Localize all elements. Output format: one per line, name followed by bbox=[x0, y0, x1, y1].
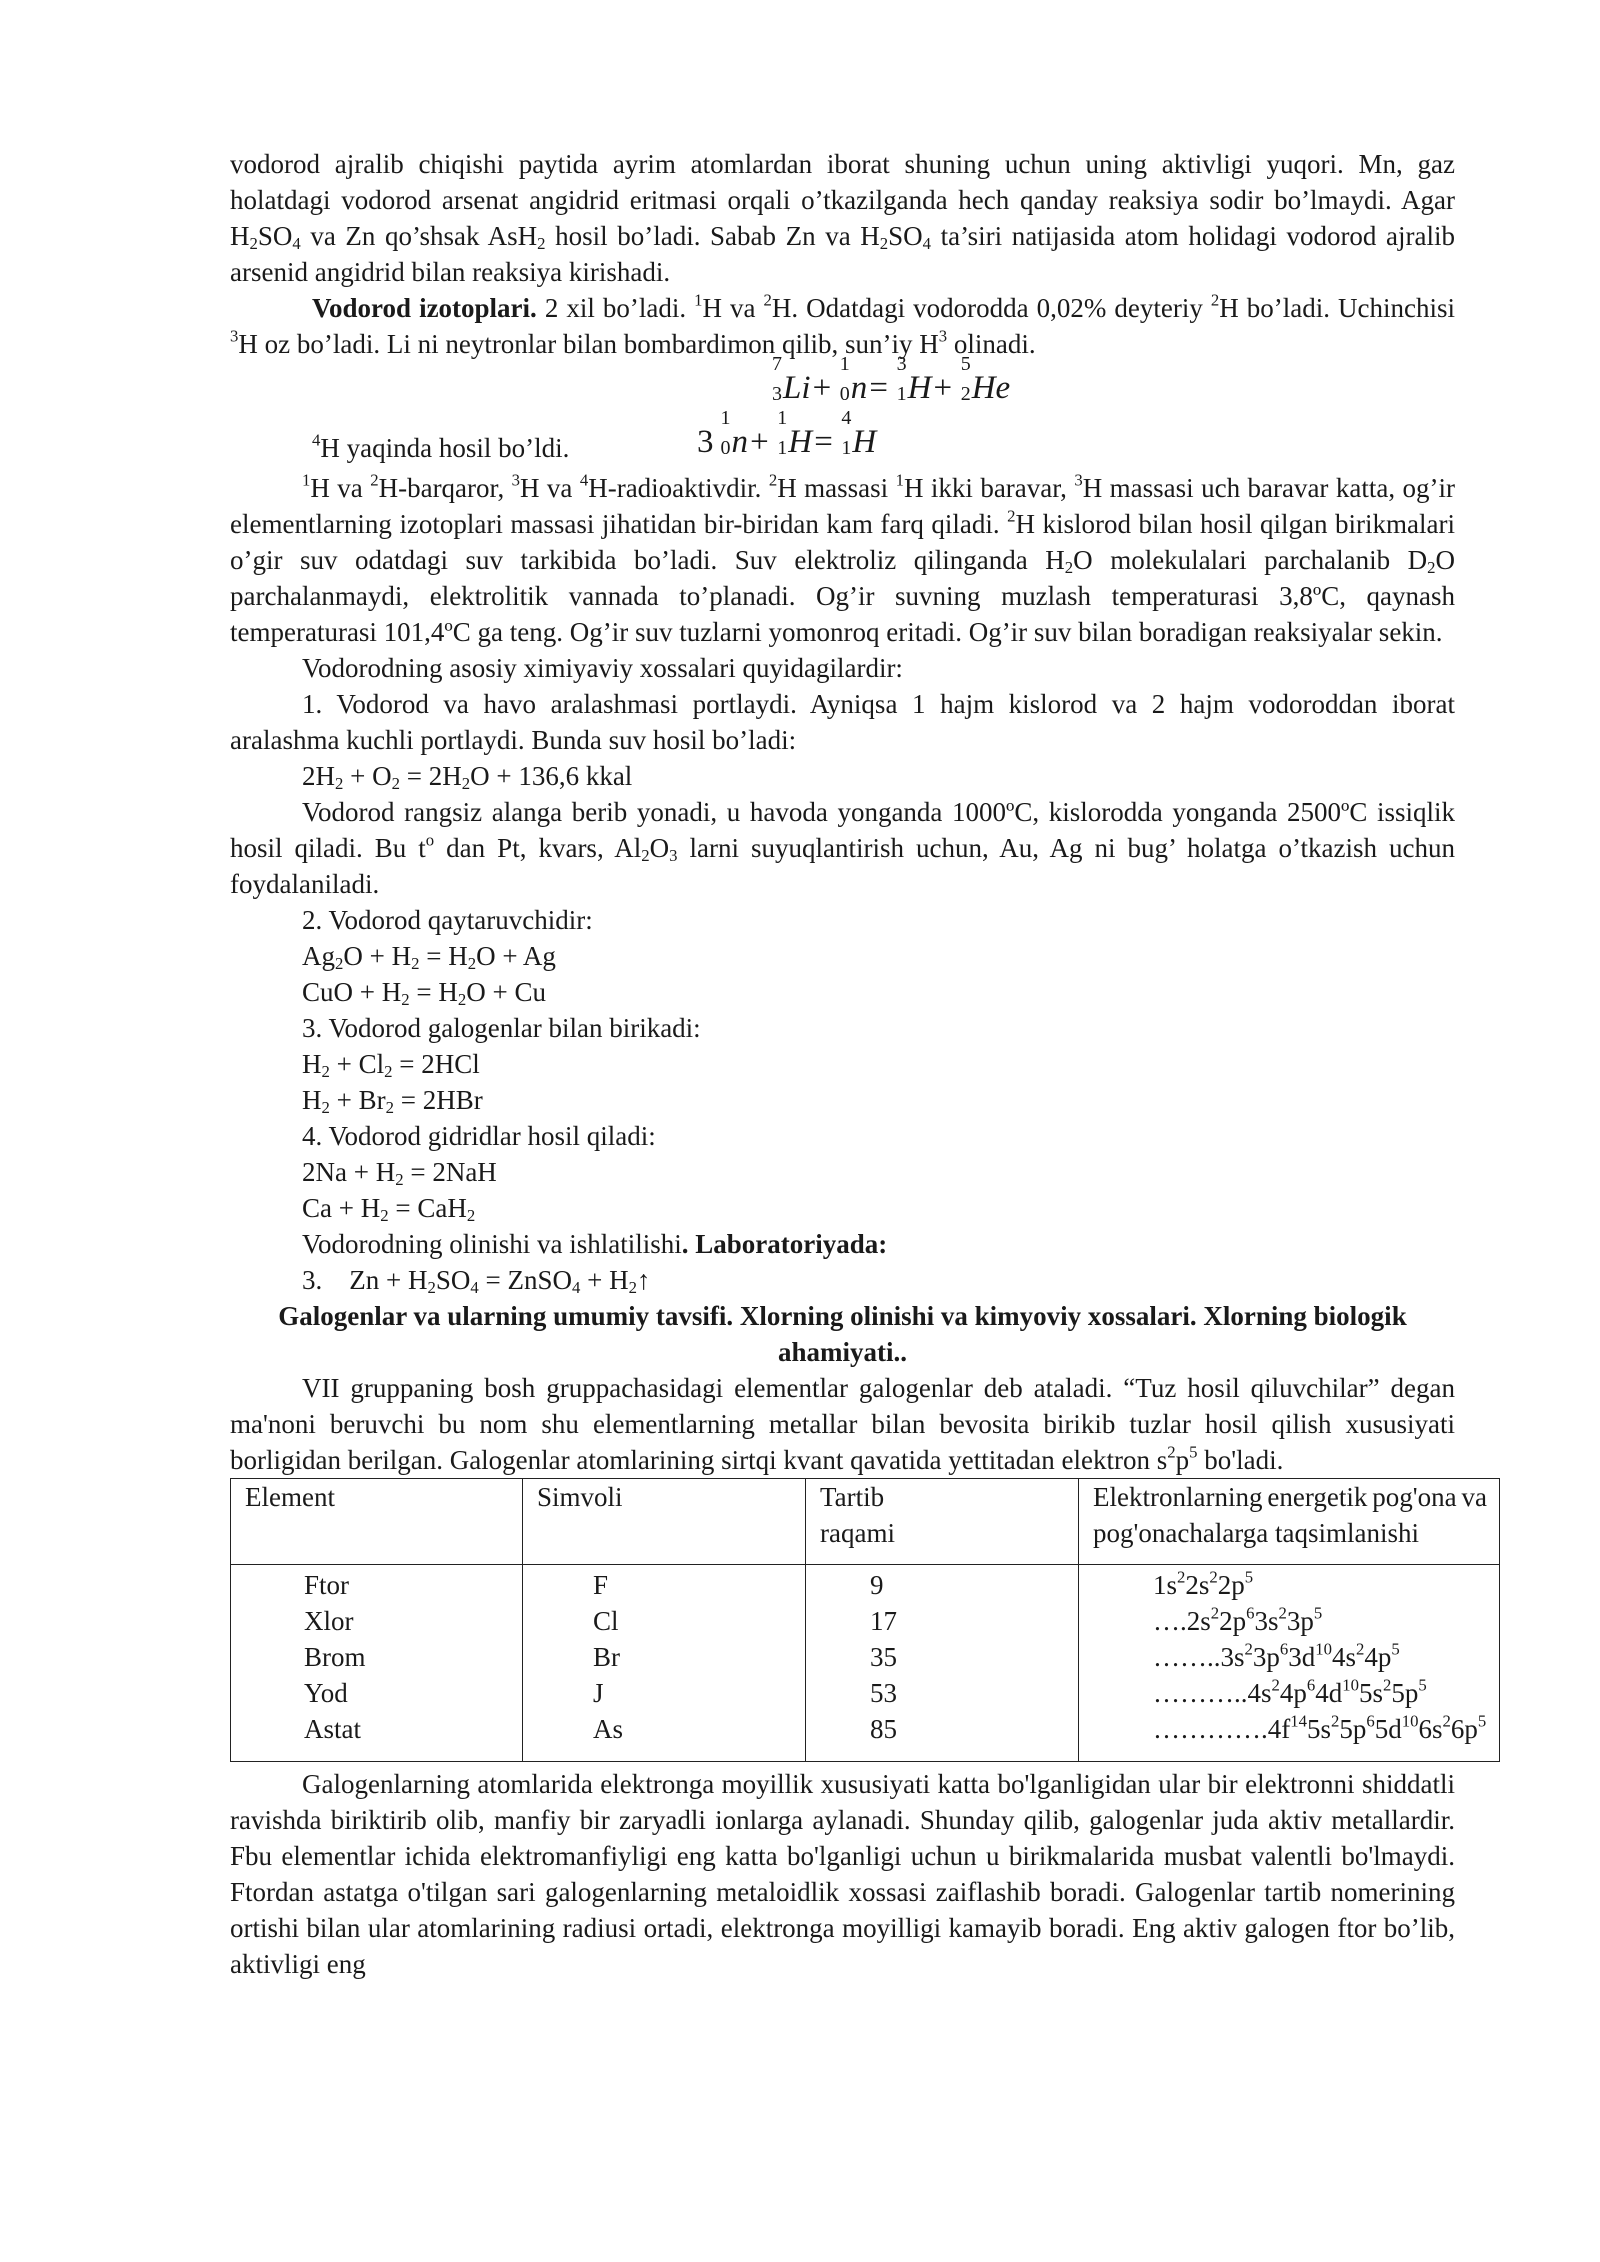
paragraph-isotopes: Vodorod izotoplari. 2 xil bo’ladi. $^1$H va $^2$H. Odatdagi vodorodda 0,02% deyteriy $^2$H bo’ladi. Uchinchisi $^3$H oz bo’ladi. Li ni neytronlar bilan bombardimon qilib, sun’iy $H^3$ olinadi. bbox=[230, 290, 1456, 359]
preparation-heading: Vodorodning olinishi va ishlatilishi. Laboratoriyada: bbox=[302, 1229, 888, 1259]
header-electron-configuration: Elektronlarning energetik pog'ona va pog'onachalarga taqsimlanishi bbox=[1079, 1479, 1500, 1565]
atomic-number: 9 bbox=[870, 1570, 884, 1600]
equation-sodium-hydride: $2Na + H_2 = 2NaH$ bbox=[302, 1157, 497, 1190]
equation-hcl: $H_2 + Cl_2 = 2HCl$ bbox=[302, 1049, 480, 1082]
equation-copper-oxide: CuO + $H_2 = H_2O + Cu$ bbox=[302, 977, 546, 1010]
paragraph-halogen-reactivity: Galogenlarning atomlarida elektronga moyillik xususiyati katta bo'lganligidan ular bir elektronni shiddatli ravishda biriktirib olib, manfiy bir zaryadli ionlarga aylanadi. Shunday qilib, galogenlar juda aktiv metallardir. Fbu elementlar ichida elektromanfiyligi eng katta bo'lganligi uchun u birikmalarida musbat valentli bo'lmaydi. Ftordan astatga o'tilgan sari galogenlarning metaloidlik xossasi zaiflashib boradi. Galogenlar tartib nomerining ortishi bilan ular atomlarining radiusi ortadi, elektronga moyilligi kamayib boradi. Eng aktiv galogen ftor bo’lib, aktivligi eng bbox=[230, 1769, 1455, 1979]
nuclear-equation-h4: 3 1 0 n+ 1 1 H= 4 1 H bbox=[697, 407, 877, 460]
element-symbol: J bbox=[593, 1678, 604, 1708]
element-name: Astat bbox=[304, 1714, 361, 1744]
electron-configuration: $\dots\dots\dots..4s^24p^64d^{10}5s^25p^5$ bbox=[1153, 1675, 1427, 1708]
element-symbol: Br bbox=[593, 1642, 620, 1672]
element-symbol: As bbox=[593, 1714, 624, 1744]
property-item-1: 1. Vodorod va havo aralashmasi portlaydi. Ayniqsa 1 hajm kislorod va 2 hajm vodoroddan iborat aralashma kuchli portlaydi. Bunda suv hosil bo’ladi: bbox=[230, 689, 1455, 755]
atomic-number: 17 bbox=[870, 1606, 897, 1636]
property-item-3: 3. Vodorod galogenlar bilan birikadi: bbox=[302, 1013, 701, 1043]
element-symbol: Cl bbox=[593, 1606, 619, 1636]
element-names-cell bbox=[231, 1565, 523, 1762]
equation-water-formation: $2H_2 + O_2 = 2H_2O + 136,6$ kkal bbox=[302, 761, 633, 794]
atomic-number: 85 bbox=[870, 1714, 897, 1744]
table-header-row bbox=[231, 1479, 1500, 1565]
halogen-table bbox=[230, 1478, 1500, 1762]
table-row bbox=[231, 1565, 1500, 1762]
element-symbols-cell bbox=[523, 1565, 806, 1762]
element-name: Ftor bbox=[304, 1570, 350, 1600]
property-item-1-continued: Vodorod rangsiz alanga berib yonadi, u havoda yonganda 1000ºC, kislorodda yonganda 2500ºC issiqlik hosil qiladi. Bu $t^o$ dan Pt, kvars, $Al_2O_3$ larni suyuqlantirish uchun, Au, Ag ni bug’ holatga o’tkazish uchun foydalaniladi. bbox=[230, 797, 1455, 899]
equation-silver-oxide: $Ag_2O + H_2 = H_2O + Ag$ bbox=[302, 941, 556, 974]
property-item-2: 2. Vodorod qaytaruvchidir: bbox=[302, 905, 593, 935]
atomic-number: 53 bbox=[870, 1678, 897, 1708]
property-item-4: 4. Vodorod gidridlar hosil qiladi: bbox=[302, 1121, 656, 1151]
element-name: Xlor bbox=[304, 1606, 354, 1636]
section-title-halogens: Galogenlar va ularning umumiy tavsifi. Xlorning olinishi va kimyoviy xossalari. Xlorning biologik ahamiyati.. bbox=[278, 1301, 1407, 1367]
nuclear-equation-lithium: 7 3 Li+ 1 0 n= 3 1 H+ 5 2 He bbox=[772, 353, 1011, 406]
equation-zinc-acid: 3. $Zn + H_2SO_4$ = ZnSO$_4$ + $H_2↑$ bbox=[302, 1265, 651, 1298]
paragraph-isotope-stability: $^1$H va $^2$H-barqaror, $^3$H va $^4$H-radioaktivdir. $^2$H massasi $^1$H ikki baravar, $^3$H massasi uch baravar katta, og’ir elementlarning izotoplari massasi jihatidan bir-biridan kam farq qiladi. $^2$H kislorod bilan hosil qilgan birikmalari o’gir suv odatdagi suv tarkibida bo’ladi. Suv elektroliz qilinganda $H_2O$ molekulalari parchalanib $D_2O$ parchalanmaydi, elektrolitik vannada to’planadi. Og’ir suvning muzlash temperaturasi 3,8ºC, qaynash temperaturasi 101,4ºC ga teng. Og’ir suv tuzlarni yomonroq eritadi. Og’ir suv bilan boradigan reaksiyalar sekin. bbox=[230, 470, 1455, 647]
nuclear-equations bbox=[230, 353, 1455, 470]
electron-configuration: $\dots\dots..3s^23p^63d^{10}4s^24p^5$ bbox=[1153, 1639, 1400, 1672]
electron-configuration: $\dots.2s^22p^63s^23p^5$ bbox=[1153, 1603, 1323, 1636]
header-element: Element bbox=[231, 1479, 523, 1565]
element-name: Yod bbox=[304, 1678, 348, 1708]
element-symbol: F bbox=[593, 1570, 609, 1600]
header-atomic-number: Tartib raqami bbox=[806, 1479, 1079, 1565]
electron-configurations-cell bbox=[1079, 1565, 1500, 1762]
atomic-numbers-cell bbox=[806, 1565, 1079, 1762]
document-page bbox=[230, 146, 1487, 1982]
paragraph-halogens-intro: VII gruppaning bosh gruppachasidagi elementlar galogenlar deb ataladi. “Tuz hosil qiluvchilar” degan ma'noni beruvchi bu nom shu elementlarning metallar bilan bevosita birikib tuzlar hosil qilish xususiyati borligidan berilgan. Galogenlar atomlarining sirtqi kvant qavatida yettitadan elektron $s^2p^5$ bo'ladi. bbox=[230, 1373, 1455, 1475]
electron-configuration: $\dots\dots\dots\dots.4f^{14}5s^25p^65d^{10}6s^26p^5$ bbox=[1153, 1711, 1487, 1744]
element-name: Brom bbox=[304, 1642, 366, 1672]
isotopes-heading: Vodorod izotoplari. bbox=[312, 293, 537, 323]
electron-configuration: $1s^22s^22p^5$ bbox=[1153, 1567, 1254, 1600]
paragraph-intro: vodorod ajralib chiqishi paytida ayrim atomlardan iborat shuning uchun uning aktivligi yuqori. Mn, gaz holatdagi vodorod arsenat angidrid eritmasi orqali o’tkazilganda hech qanday reaksiya sodir bo’lmaydi. Agar $H_2SO_4$ va Zn qo’shsak AsH$_2$ hosil bo’ladi. Sabab Zn va $H_2SO_4$ ta’siri natijasida atom holidagi vodorod ajralib arsenid angidrid bilan reaksiya kirishadi. bbox=[230, 149, 1455, 287]
equation-hbr: $H_2 + Br_2 = 2HBr$ bbox=[302, 1085, 483, 1118]
properties-intro: Vodorodning asosiy ximiyaviy xossalari quyidagilardir: bbox=[302, 653, 903, 683]
equation-calcium-hydride: $Ca + H_2 = CaH_2$ bbox=[302, 1193, 476, 1226]
tritium-note: $^4$H yaqinda hosil bo’ldi. bbox=[312, 430, 570, 463]
atomic-number: 35 bbox=[870, 1642, 897, 1672]
header-symbol: Simvoli bbox=[523, 1479, 806, 1565]
